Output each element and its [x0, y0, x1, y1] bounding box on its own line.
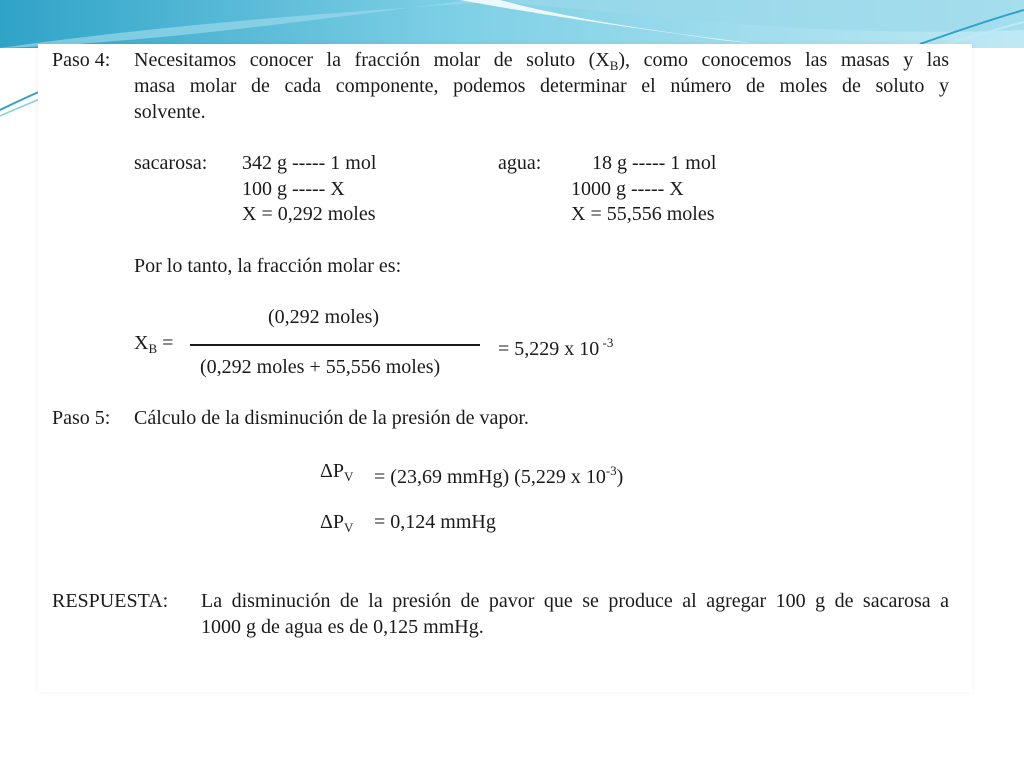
respuesta-line2: 1000 g de agua es de 0,125 mmHg.	[201, 616, 484, 638]
sacarosa-label: sacarosa:	[134, 152, 208, 174]
paso4-line2: masa molar de cada componente, podemos determinar el número de moles de soluto y	[134, 75, 949, 97]
agua-row1: 18 g ----- 1 mol	[592, 152, 717, 174]
paso5-text: Cálculo de la disminución de la presión de vapor.	[134, 407, 529, 429]
paso5-label: Paso 5:	[52, 407, 111, 429]
fraccion-denominator: (0,292 moles + 55,556 moles)	[200, 356, 441, 378]
agua-label: agua:	[498, 152, 542, 174]
paso4-label: Paso 4:	[52, 49, 111, 71]
paso5-eq2-lhs: $\Delta P_V$	[320, 511, 354, 535]
paso5-eq1-lhs: $\Delta P_V$	[320, 460, 354, 484]
paso4-line1-text: Necesitamos conocer la fracción molar de soluto $(X_B)$, como conocemos las masas y las	[134, 49, 949, 73]
fraccion-lhs: $X_B$ =	[134, 332, 174, 356]
sacarosa-row3: X = 0,292 moles	[242, 203, 376, 225]
sacarosa-row1: 342 g ----- 1 mol	[242, 152, 377, 174]
paso4-line3: solvente.	[134, 101, 206, 123]
sacarosa-row2: 100 g ----- X	[242, 178, 345, 200]
document-page	[38, 44, 972, 692]
fraccion-intro: Por lo tanto, la fracción molar es:	[134, 255, 402, 277]
respuesta-line1: La disminución de la presión de pavor que se produce al agregar 100 g de sacarosa a	[201, 590, 949, 612]
fraccion-result: = 5,229 x 10 $^{-3}$	[498, 335, 614, 360]
agua-row3: X = 55,556 moles	[571, 203, 715, 225]
paso5-eq1-rhs: = (23,69 mmHg) (5,229 x $10^{-3}$)	[374, 463, 624, 488]
respuesta-label: RESPUESTA:	[52, 590, 169, 612]
paso5-eq2-rhs: = 0,124 mmHg	[374, 511, 496, 533]
fraccion-bar	[190, 344, 480, 346]
fraccion-numerator: (0,292 moles)	[268, 306, 380, 328]
agua-row2: 1000 g ----- X	[571, 178, 684, 200]
